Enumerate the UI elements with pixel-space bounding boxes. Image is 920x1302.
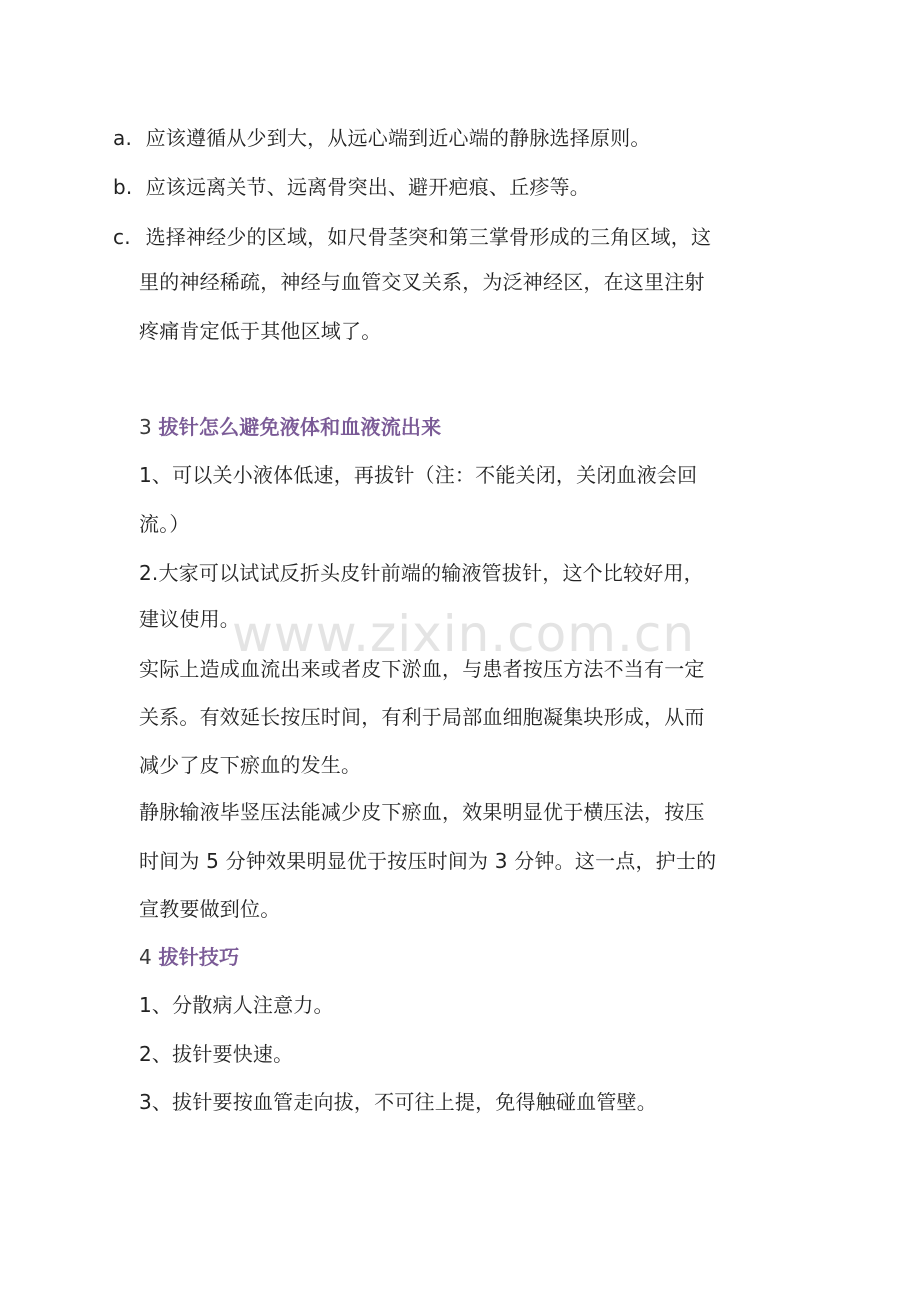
paragraph-line: 流。） bbox=[139, 512, 190, 536]
paragraph-line: 1、可以关小液体低速，再拔针（注：不能关闭，关闭血液会回 bbox=[139, 463, 698, 487]
paragraph-line: 建议使用。 bbox=[139, 607, 240, 631]
list-text: 应该遵循从少到大，从远心端到近心端的静脉选择原则。 bbox=[145, 126, 651, 150]
section-heading-3 bbox=[139, 413, 441, 441]
paragraph-line: 减少了皮下瘀血的发生。 bbox=[139, 753, 362, 777]
list-item: 1、分散病人注意力。 bbox=[139, 993, 334, 1017]
list-marker: a. bbox=[113, 126, 133, 150]
list-marker: b. bbox=[113, 175, 133, 199]
list-item-c bbox=[113, 223, 711, 251]
paragraph-line: 2.大家可以试试反折头皮针前端的输液管拔针，这个比较好用， bbox=[139, 561, 704, 585]
list-item-b bbox=[113, 173, 590, 201]
paragraph-line: 时间为 5 分钟效果明显优于按压时间为 3 分钟。这一点，护士的 bbox=[139, 849, 717, 873]
list-item: 2、拔针要快速。 bbox=[139, 1042, 294, 1066]
paragraph-line: 关系。有效延长按压时间，有利于局部血细胞凝集块形成，从而 bbox=[139, 705, 705, 729]
list-item-a bbox=[113, 124, 651, 152]
list-text: 选择神经少的区域，如尺骨茎突和第三掌骨形成的三角区域，这 bbox=[145, 225, 712, 249]
section-number: 3 bbox=[139, 415, 152, 439]
paragraph-line: 静脉输液毕竖压法能减少皮下瘀血，效果明显优于横压法，按压 bbox=[139, 800, 705, 824]
section-heading-4 bbox=[139, 943, 239, 971]
list-text-continuation: 里的神经稀疏，神经与血管交叉关系，为泛神经区，在这里注射 bbox=[139, 270, 705, 294]
list-text: 应该远离关节、远离骨突出、避开疤痕、丘疹等。 bbox=[145, 175, 590, 199]
list-marker: c. bbox=[113, 225, 131, 249]
section-title: 拔针技巧 bbox=[158, 945, 240, 969]
paragraph-line: 宣教要做到位。 bbox=[139, 897, 281, 921]
section-number: 4 bbox=[139, 945, 152, 969]
watermark: www.zixin.com.cn bbox=[232, 605, 696, 663]
list-item: 3、拔针要按血管走向拔，不可往上提，免得触碰血管壁。 bbox=[139, 1090, 657, 1114]
list-text-continuation: 疼痛肯定低于其他区域了。 bbox=[139, 319, 382, 343]
section-title: 拔针怎么避免液体和血液流出来 bbox=[158, 415, 442, 439]
paragraph-line: 实际上造成血流出来或者皮下淤血，与患者按压方法不当有一定 bbox=[139, 657, 705, 681]
